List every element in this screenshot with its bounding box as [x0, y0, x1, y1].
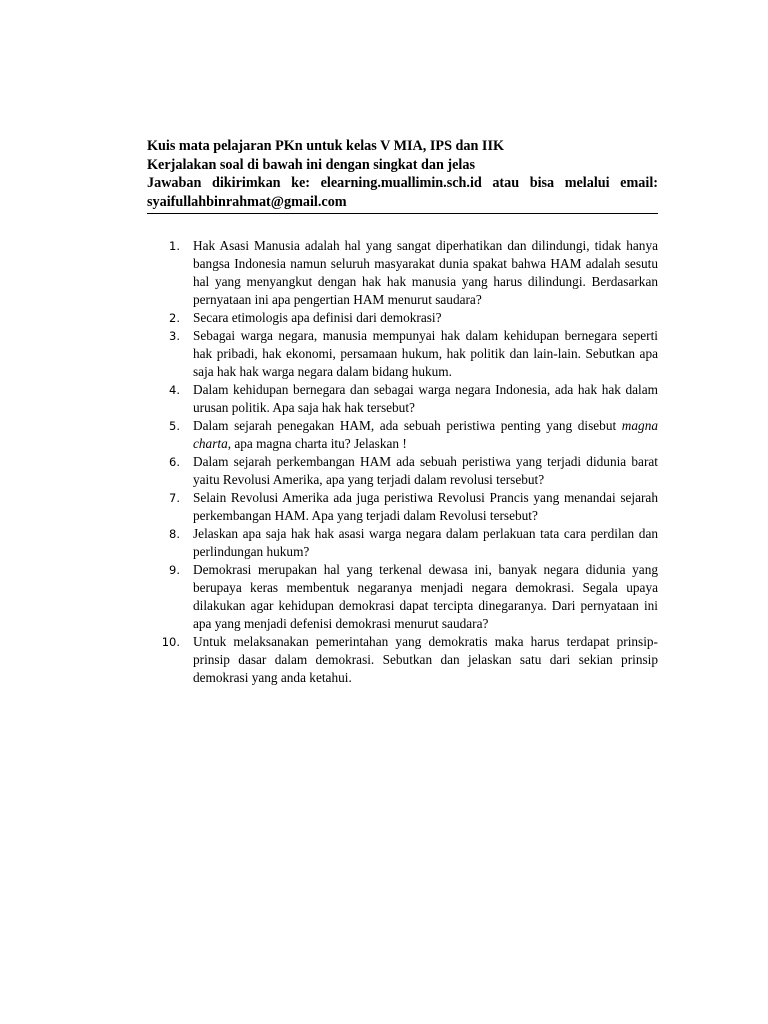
question-item — [147, 633, 658, 687]
question-text: Hak Asasi Manusia adalah hal yang sangat diperhatikan dan dilindungi, tidak hanya bangsa Indonesia namun seluruh masyarakat dunia spakat bahwa HAM adalah sesutu hal yang menyangkut dengan hak hak manusia yang harus dilindungi. Berdasarkan pernyataan ini apa pengertian HAM menurut saudara? — [193, 238, 658, 307]
magna-charta-term: magna charta — [193, 418, 658, 451]
question-item — [147, 237, 658, 309]
question-text: Dalam kehidupan bernegara dan sebagai warga negara Indonesia, ada hak hak dalam urusan politik. Apa saja hak hak tersebut? — [193, 382, 658, 415]
question-number: 7. — [169, 491, 180, 505]
question-item — [147, 453, 658, 489]
question-text — [193, 418, 658, 451]
question-number: 10. — [161, 635, 180, 649]
question-item — [147, 327, 658, 381]
question-number: 2. — [169, 311, 180, 325]
quiz-instruction: Kerjalakan soal di bawah ini dengan singkat dan jelas — [147, 156, 475, 173]
question-number: 1. — [169, 239, 180, 253]
question-number: 9. — [169, 563, 180, 577]
question-text-before: Dalam sejarah penegakan HAM, ada sebuah peristiwa penting yang disebut — [193, 418, 622, 433]
question-number: 4. — [169, 383, 180, 397]
question-text: Jelaskan apa saja hak hak asasi warga negara dalam perlakuan tata cara perdilan dan perlindungan hukum? — [193, 526, 658, 559]
question-text: Dalam sejarah perkembangan HAM ada sebuah peristiwa yang terjadi didunia barat yaitu Revolusi Amerika, apa yang terjadi dalam revolusi tersebut? — [193, 454, 658, 487]
submission-info: Jawaban dikirimkan ke: elearning.muallimin.sch.id atau bisa melalui email: — [147, 175, 658, 191]
question-number: 3. — [169, 329, 180, 343]
submission-email: syaifullahbinrahmat@gmail.com — [147, 193, 347, 210]
question-text: Untuk melaksanakan pemerintahan yang demokratis maka harus terdapat prinsip-prinsip dasar dalam demokrasi. Sebutkan dan jelaskan satu dari sekian prinsip demokrasi yang anda ketahui. — [193, 634, 658, 685]
quiz-title: Kuis mata pelajaran PKn untuk kelas V MIA, IPS dan IIK — [147, 138, 505, 154]
question-text: Demokrasi merupakan hal yang terkenal dewasa ini, banyak negara didunia yang berupaya keras membentuk negaranya menjadi negara demokrasi. Segala upaya dilakukan agar kehidupan demokrasi dapat tercipta dinegaranya. Dari pernyataan ini apa yang menjadi defenisi demokrasi menurut saudara? — [193, 562, 658, 631]
question-number: 6. — [169, 455, 180, 469]
question-number: 8. — [169, 527, 180, 541]
question-item — [147, 309, 658, 327]
question-text: Secara etimologis apa definisi dari demokrasi? — [193, 310, 442, 325]
question-number: 5. — [169, 419, 180, 433]
question-text: Selain Revolusi Amerika ada juga peristiwa Revolusi Prancis yang menandai sejarah perkembangan HAM. Apa yang terjadi dalam Revolusi tersebut? — [193, 490, 658, 523]
question-item — [147, 489, 658, 525]
question-item — [147, 381, 658, 417]
question-item — [147, 561, 658, 633]
question-item — [147, 525, 658, 561]
question-list — [147, 237, 658, 687]
header-divider — [147, 213, 658, 214]
question-text: Sebagai warga negara, manusia mempunyai hak dalam kehidupan bernegara seperti hak pribadi, hak ekonomi, persamaan hukum, hak politik dan lain-lain. Sebutkan apa saja hak hak warga negara dalam bidang hukum. — [193, 328, 658, 379]
question-item — [147, 417, 658, 453]
quiz-header — [147, 137, 658, 211]
question-text-after: , apa magna charta itu? Jelaskan ! — [227, 436, 407, 451]
